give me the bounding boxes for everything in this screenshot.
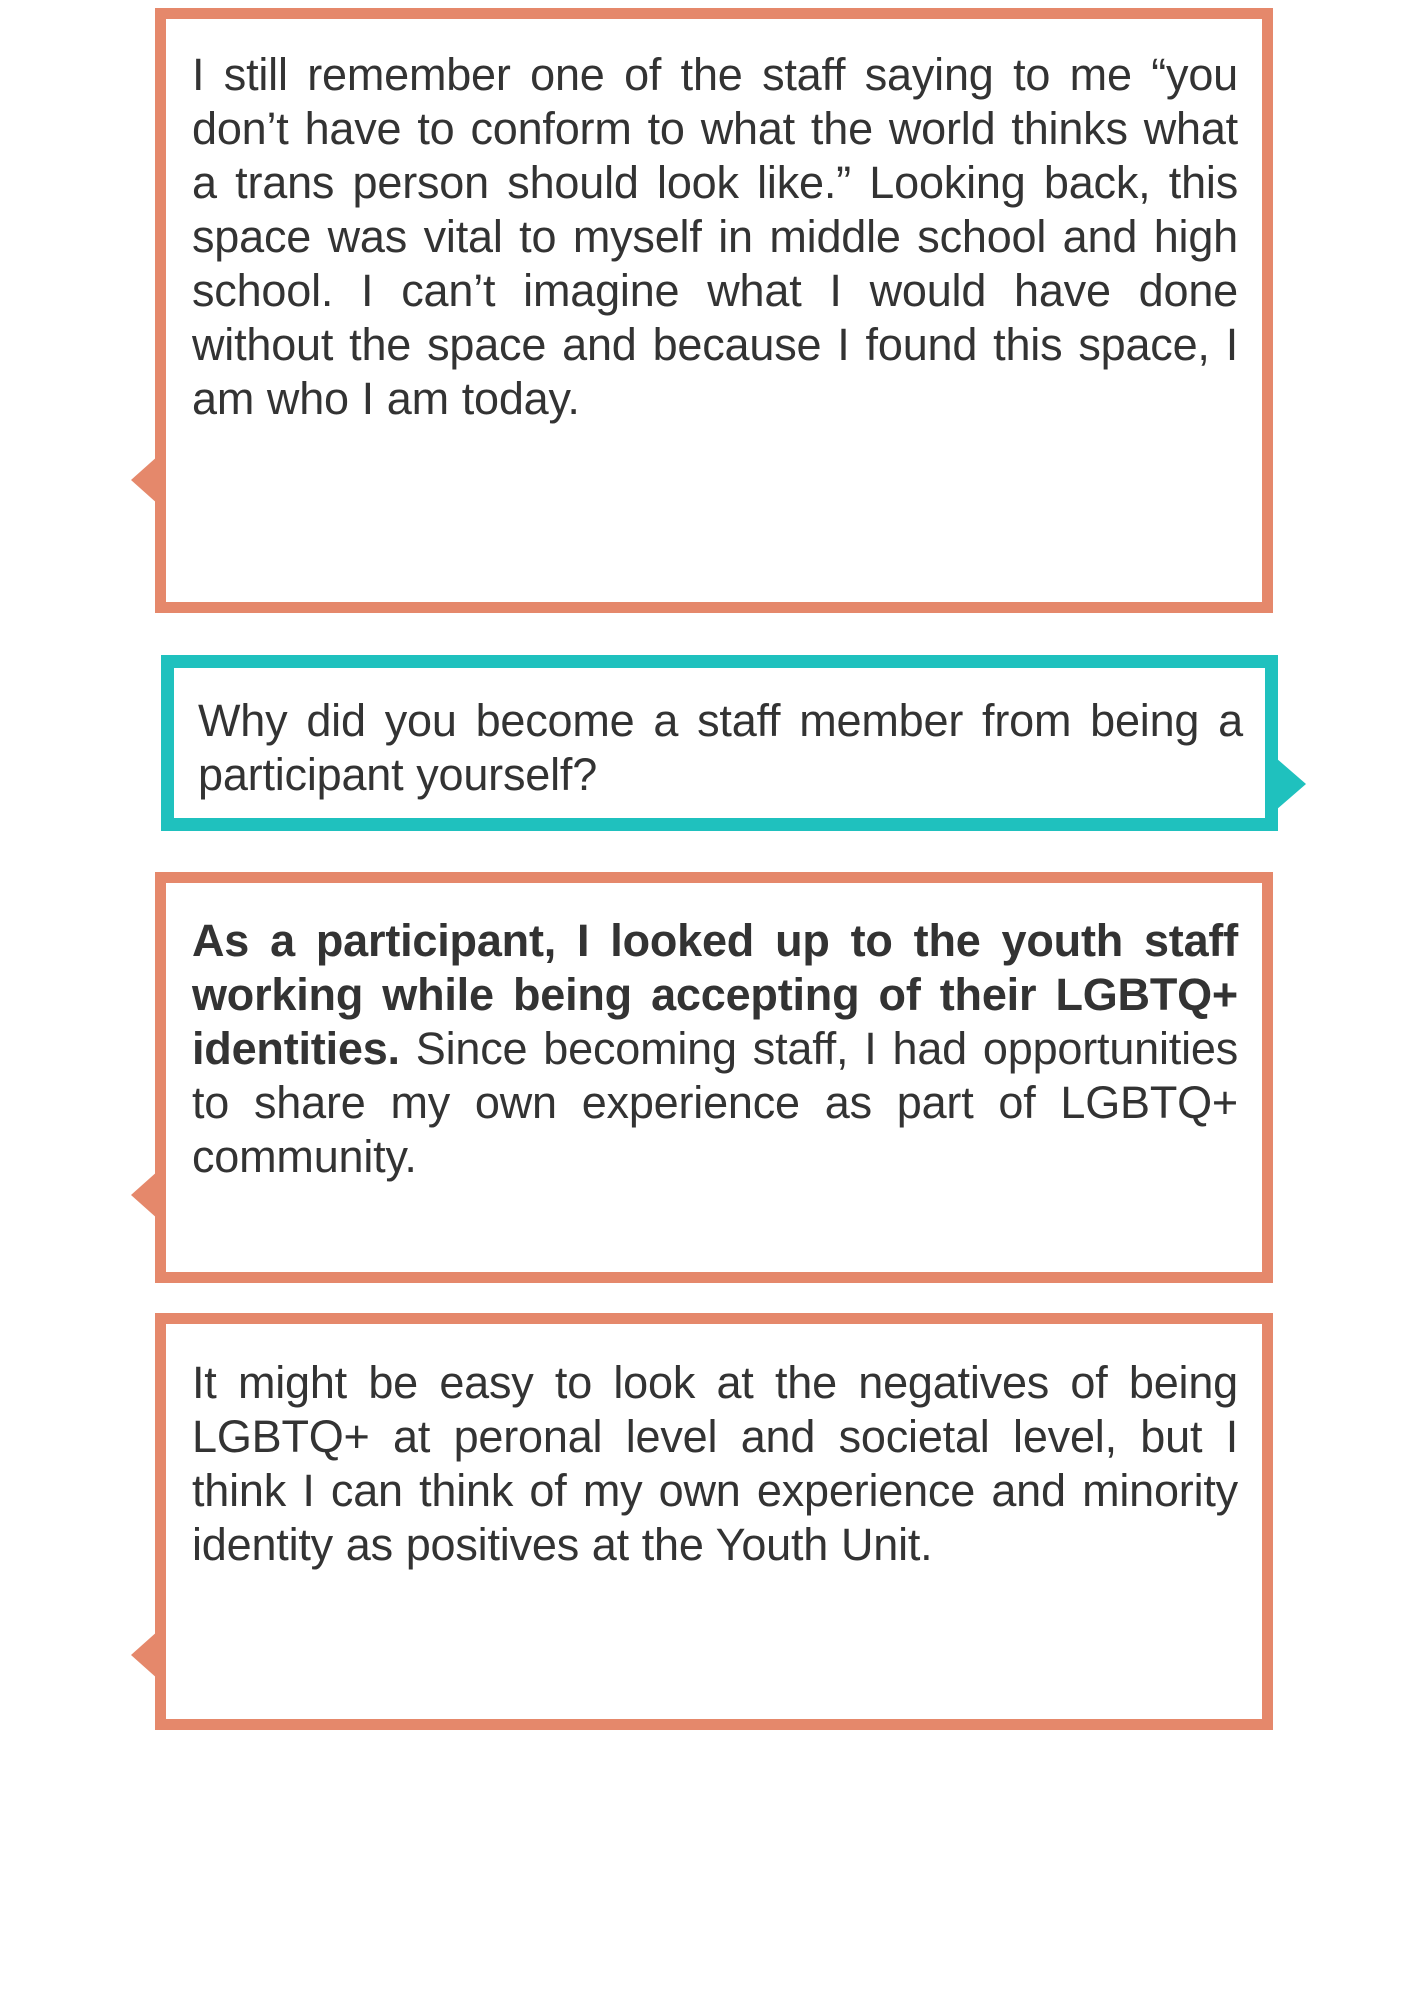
quote-text-answer-2 <box>192 914 1238 1184</box>
callout-box-answer-2 <box>155 872 1273 1283</box>
callout-tail-left-icon-answer-3 <box>131 1630 159 1680</box>
callout-tail-right-icon-question-1 <box>1276 758 1306 810</box>
callout-tail-left-icon-answer-2 <box>131 1170 159 1220</box>
callout-tail-left-icon-answer-1 <box>131 455 159 505</box>
callout-body-answer-3 <box>166 1324 1262 1719</box>
callout-box-answer-3 <box>155 1313 1273 1730</box>
quote-text-answer-2-rest: Since becoming staff, I had opportunities to share my own experience as part of LGBTQ+ community. <box>192 1023 1238 1182</box>
callout-body-answer-2 <box>166 883 1262 1272</box>
callout-body-answer-1 <box>166 19 1262 602</box>
callout-box-question-1 <box>161 655 1278 831</box>
callout-body-question-1 <box>174 668 1265 818</box>
quote-text-answer-3: It might be easy to look at the negatives of being LGBTQ+ at peronal level and societal level, but I think I can think of my own experience and minority identity as positives at the Youth Unit. <box>192 1357 1238 1570</box>
quote-text-answer-2-bold: As a participant, I looked up to the youth staff working while being accepting of their LGBTQ+ identities. <box>192 915 1238 1074</box>
quote-text-answer-1: I still remember one of the staff saying to me “you don’t have to conform to what the world thinks what a trans person should look like.” Looking back, this space was vital to myself in middle school and high school. I can’t imagine what I would have done without the space and because I found this space, I am who I am today. <box>192 49 1238 424</box>
callout-box-answer-1 <box>155 8 1273 613</box>
quote-text-question-1: Why did you become a staff member from being a participant yourself? <box>198 695 1243 800</box>
